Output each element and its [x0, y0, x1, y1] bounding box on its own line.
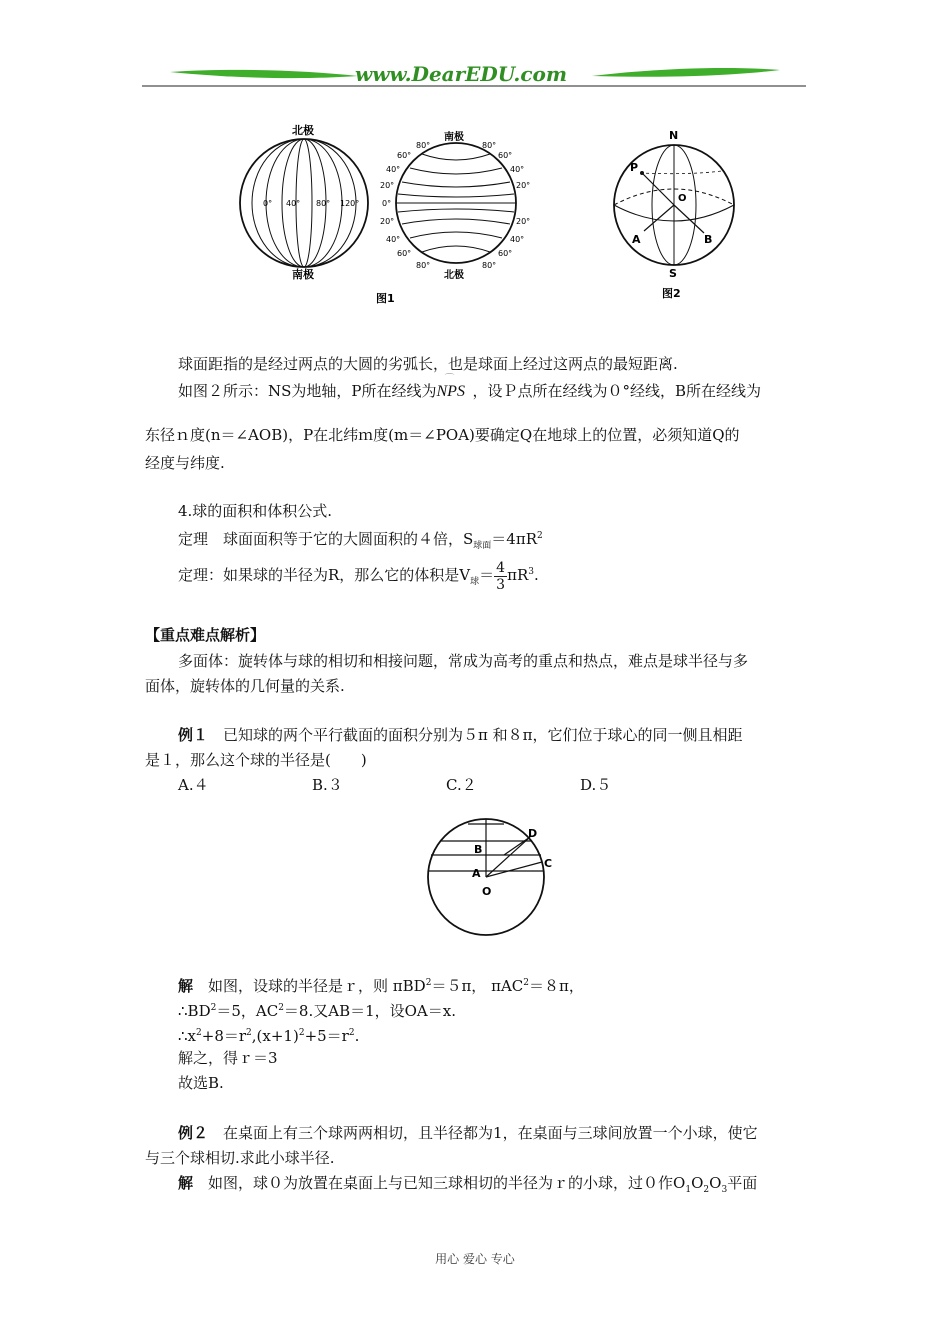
parallel: [410, 168, 502, 174]
left-deg-label: 40°: [286, 199, 301, 208]
text-segment: O: [673, 1174, 686, 1192]
figure-1-caption: 图1: [376, 292, 395, 305]
superscript: 2: [348, 1028, 355, 1038]
example-1-line-2: 是１，那么这个球的半径是( ): [145, 751, 367, 769]
figure-2: [600, 125, 750, 310]
page-header: [140, 60, 808, 90]
superscript: 2: [298, 1028, 305, 1038]
solution-label: 解: [178, 1174, 194, 1192]
text-segment: ＝8.又AB＝1，设OA＝x.: [283, 1002, 456, 1020]
figure-1-svg: [230, 120, 540, 310]
right-globe-top-label: 南极: [444, 132, 464, 143]
analysis-line-1: 多面体：旋转体与球的相切和相接问题，常成为高考的重点和热点，难点是球半径与多: [178, 652, 749, 670]
page-footer: 用心 爱心 专心: [435, 1252, 515, 1266]
left-globe-bottom-label: 南极: [292, 268, 314, 281]
right-deg-right: 40°: [510, 165, 525, 174]
right-deg-left: 60°: [397, 249, 412, 258]
point-p: [640, 171, 644, 175]
label-b: B: [474, 843, 483, 856]
right-deg-right: 60°: [498, 249, 513, 258]
text-segment: 如图，球０为放置在桌面上与已知三球相切的半径为ｒ的小球，过０作: [208, 1174, 674, 1192]
label-p: P: [630, 161, 639, 174]
right-deg-left: 80°: [416, 261, 431, 270]
superscript: 2: [246, 1028, 252, 1038]
example-1-diagram-svg: [418, 815, 568, 945]
example-2-label: 例２: [178, 1124, 209, 1142]
subscript: 3: [721, 1185, 728, 1195]
label-o: O: [678, 193, 687, 204]
solution-1-line-4: 解之，得ｒ＝3: [178, 1049, 278, 1067]
subscript: 1: [685, 1185, 692, 1195]
label-d: D: [528, 827, 538, 840]
figure-1: [230, 120, 540, 310]
option-b[interactable]: B.３: [312, 776, 343, 794]
superscript: 2: [425, 978, 432, 988]
theorem-volume: [178, 552, 539, 602]
example-2-line-1: [178, 1122, 758, 1144]
label-a: A: [472, 867, 481, 880]
superscript: 2: [523, 978, 529, 988]
right-deg-left: 60°: [397, 151, 412, 160]
right-deg-right: 20°: [516, 181, 531, 190]
right-deg-right: 80°: [482, 261, 497, 270]
superscript: 2: [537, 531, 543, 541]
line-ob: [674, 205, 704, 233]
parallel: [398, 209, 514, 212]
label-o: O: [482, 885, 492, 898]
example-2-line-2: 与三个球相切.求此小球半径.: [145, 1149, 335, 1167]
solution-2-line-1: [178, 1172, 757, 1201]
text-segment: +8＝r: [201, 1027, 247, 1045]
solution-1-line-3: [178, 1022, 359, 1047]
para-latitude: 经度与纬度.: [145, 454, 225, 472]
text-segment: ＝５π， πAC: [431, 977, 524, 995]
text-segment: ∴x: [178, 1027, 197, 1045]
text-segment: ＝８π，: [528, 977, 584, 995]
right-globe-bottom-label: 北极: [444, 270, 464, 281]
right-deg-left: 40°: [386, 235, 401, 244]
subscript: 球面: [473, 541, 492, 551]
left-swoosh: [170, 70, 358, 78]
text-segment: 如图，设球的半径是ｒ，则 πBD: [208, 977, 426, 995]
right-deg-right: 60°: [498, 151, 513, 160]
solution-1-line-5: 故选B.: [178, 1074, 224, 1092]
text-segment: 在桌面上有三个球两两相切，且半径都为1，在桌面与三球间放置一个小球，使它: [223, 1124, 758, 1142]
text-segment: .: [533, 566, 539, 584]
right-deg-right: 40°: [510, 235, 525, 244]
text-segment: 已知球的两个平行截面的面积分别为５π 和８π，它们位于球心的同一侧且相距: [223, 726, 743, 744]
text-segment: ＝5，AC: [216, 1002, 279, 1020]
parallel: [422, 246, 490, 252]
right-deg-left: 40°: [386, 165, 401, 174]
right-deg-left: 20°: [380, 217, 395, 226]
right-deg-right: 20°: [516, 217, 531, 226]
superscript: 2: [278, 1003, 284, 1013]
option-c[interactable]: C.２: [446, 776, 477, 794]
analysis-heading: 【重点难点解析】: [145, 626, 266, 644]
line-bd-diag: [504, 837, 530, 855]
right-deg-right: 80°: [482, 141, 497, 150]
site-name[interactable]: www.DearEDU.com: [355, 62, 568, 86]
parallel-p: [640, 171, 722, 174]
label-c: C: [544, 857, 553, 870]
text-segment: ＝: [479, 566, 495, 584]
subscript: 2: [703, 1185, 710, 1195]
fraction-4-3: [494, 560, 507, 593]
parallel: [410, 232, 502, 238]
option-d[interactable]: D.５: [580, 776, 612, 794]
parallel: [422, 154, 490, 160]
text-segment: ＝4πR: [491, 530, 537, 548]
para-spherical-distance: 球面距指的是经过两点的大圆的劣弧长，也是球面上经过这两点的最短距离.: [178, 355, 678, 373]
example-1-diagram: [418, 815, 568, 945]
para-longitude: 东径ｎ度(n＝∠AOB)，P在北纬ｍ度(m＝∠POA)要确定Q在地球上的位置，必须知道Q的: [145, 426, 740, 444]
denominator: 3: [496, 576, 506, 593]
text-segment: 如图２所示：NS为地轴，P所在经线为: [178, 382, 437, 400]
solution-1-line-2: [178, 997, 456, 1022]
right-deg-left: 20°: [380, 181, 395, 190]
text-segment: ，设Ｐ点所在经线为０°经线，B所在经线为: [472, 382, 762, 400]
text-segment: O: [691, 1174, 704, 1192]
parallel: [402, 182, 510, 187]
left-deg-label: 80°: [316, 199, 331, 208]
right-deg-left: 0°: [382, 199, 392, 208]
parallel: [402, 219, 510, 224]
text-segment: ∴BD: [178, 1002, 211, 1020]
text-segment: .: [354, 1027, 360, 1045]
label-b: B: [704, 233, 713, 246]
label-a: A: [632, 233, 641, 246]
arc-label: NPS: [436, 383, 465, 400]
superscript: 2: [196, 1028, 202, 1038]
left-globe-top-label: 北极: [292, 124, 314, 137]
text-segment: 定理：如果球的半径为R，那么它的体积是V: [178, 566, 471, 584]
text-segment: 定理 球面面积等于它的大圆面积的４倍，S: [178, 530, 474, 548]
parallel: [398, 194, 514, 197]
text-segment: +5＝r: [304, 1027, 349, 1045]
left-deg-label: 0°: [263, 199, 273, 208]
section-4-title: 4.球的面积和体积公式.: [178, 502, 333, 520]
text-segment: O: [709, 1174, 722, 1192]
right-swoosh: [592, 68, 780, 77]
text-segment: ,(x+1): [251, 1027, 299, 1045]
left-deg-label: 120°: [340, 199, 360, 208]
para-figure2-desc: [178, 374, 762, 403]
text-segment: 平面: [727, 1174, 758, 1192]
arc-symbol: ⌒: [444, 374, 455, 385]
text-segment: πR: [507, 566, 529, 584]
example-1-label: 例１: [178, 726, 209, 744]
superscript: 3: [528, 567, 534, 577]
analysis-line-2: 面体，旋转体的几何量的关系.: [145, 677, 345, 695]
figure-2-caption: 图2: [662, 287, 681, 300]
figure-2-svg: [600, 125, 750, 310]
solution-1-line-1: [178, 972, 584, 997]
numerator: 4: [496, 559, 506, 576]
superscript: 2: [210, 1003, 217, 1013]
option-a[interactable]: A.４: [178, 776, 209, 794]
subscript: 球: [470, 577, 480, 587]
arc-nps: [436, 374, 473, 403]
label-n: N: [669, 129, 679, 142]
left-meridian-2: [266, 139, 342, 267]
solution-label: 解: [178, 977, 194, 995]
example-1-line-1: [178, 724, 743, 746]
label-s: S: [669, 267, 677, 280]
right-deg-left: 80°: [416, 141, 431, 150]
